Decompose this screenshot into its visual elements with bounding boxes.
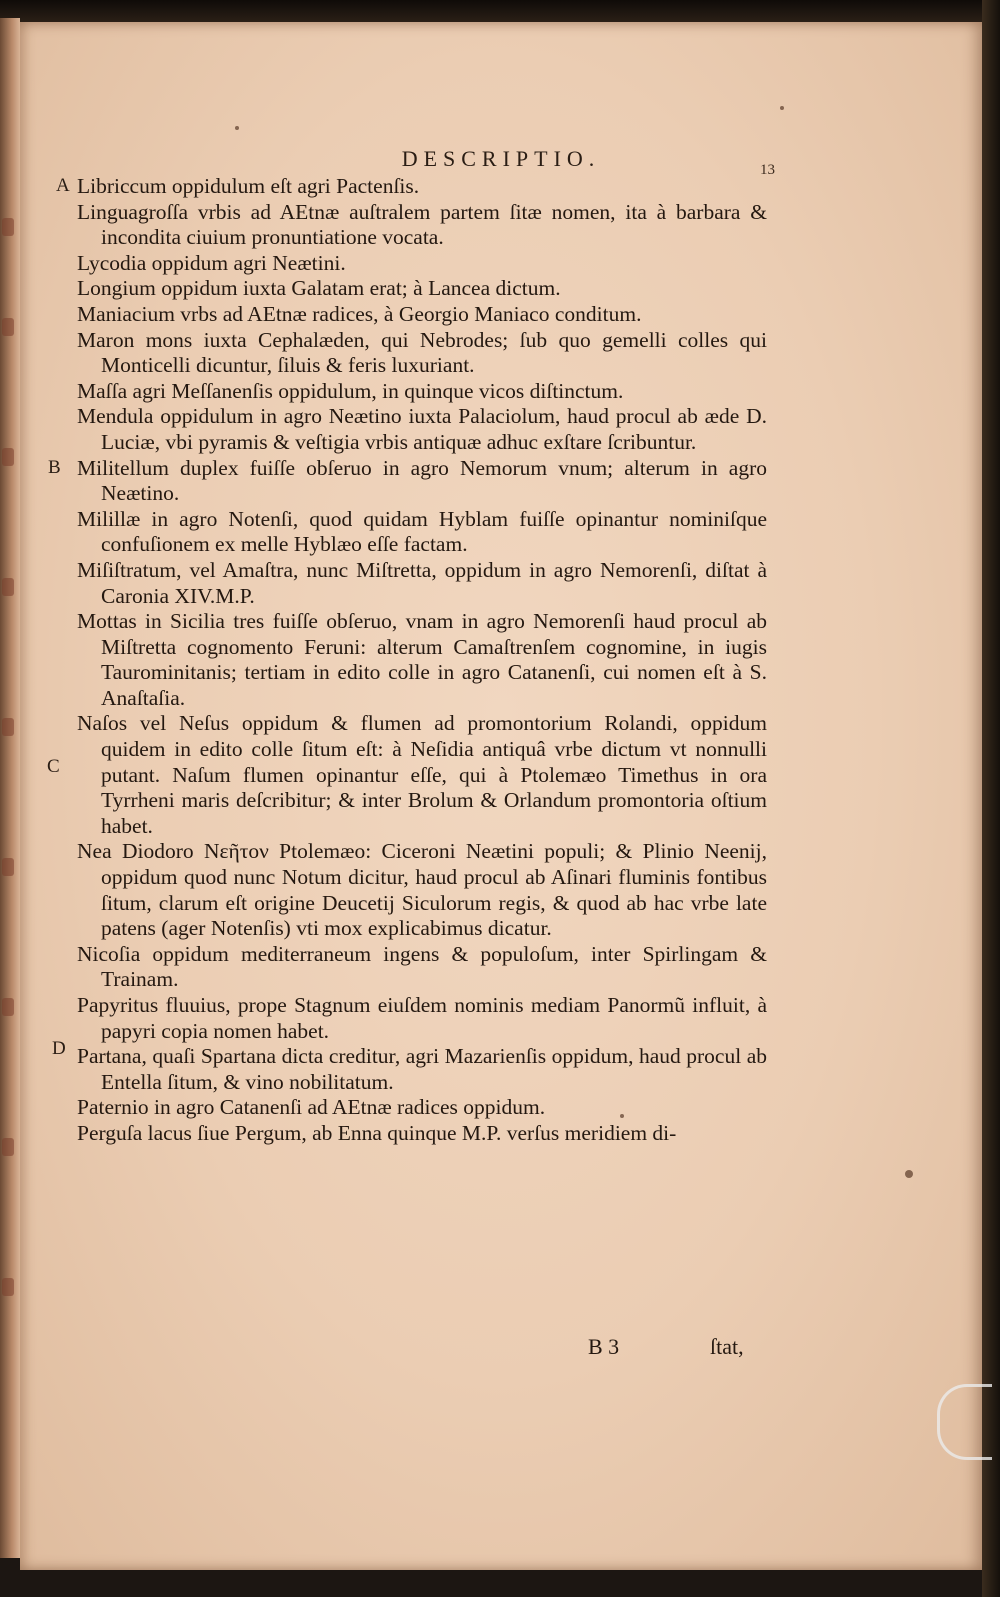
- entry: Nicoſia oppidum mediterraneum ingens & populoſum, inter Spirlingam & Trainam.: [77, 941, 767, 992]
- entry: Naſos vel Neſus oppidum & flumen ad promontorium Rolandi, oppidum quidem in edito colle ſitum eſt: à Neſidia antiquâ vrbe dictum vt nonnulli putant. Naſum flumen opinantur eſſe, qui à Ptolemæo Timethus in ora Tyrrheni maris deſcribitur; & inter Brolum & Orlandum promontoria oſtium habet.: [77, 711, 767, 838]
- margin-letter-d: D: [52, 1038, 66, 1059]
- running-head: DESCRIPTIO.: [401, 146, 601, 171]
- entry: Milillæ in agro Notenſi, quod quidam Hyblam fuiſſe opinantur nominiſque confuſionem ex melle Hyblæo eſſe factam.: [77, 506, 767, 557]
- margin-letter-b: B: [48, 457, 61, 478]
- margin-letter-c: C: [47, 756, 60, 777]
- entry: Longium oppidum iuxta Galatam erat; à Lancea dictum.: [77, 276, 561, 301]
- folio-number: 13: [760, 162, 775, 178]
- catchword: ſtat,: [710, 1334, 744, 1359]
- page-clip: [937, 1384, 992, 1460]
- adjacent-page-mark: [2, 448, 14, 466]
- adjacent-page-mark: [2, 318, 14, 336]
- entry: Mendula oppidulum in agro Neætino iuxta Palaciolum, haud procul ab æde D. Luciæ, vbi pyramis & veſtigia vrbis antiquæ adhuc exſtare ſcribuntur.: [77, 404, 767, 454]
- adjacent-page-mark: [2, 578, 14, 596]
- entry: Perguſa lacus ſiue Pergum, ab Enna quinque M.P. verſus meridiem di-: [77, 1120, 677, 1145]
- entry: Miſiſtratum, vel Amaſtra, nunc Miſtretta, oppidum in agro Nemorenſi, diſtat à Caronia XIV.M.P.: [77, 557, 767, 608]
- paper-speck: [235, 126, 239, 130]
- entry: Nea Diodoro Νεῆτον Ptolemæo: Ciceroni Neætini populi; & Plinio Neenij, oppidum quod nunc Notum dicitur, haud procul ab Aſinari fluminis fontibus ſitum, clarum eſt origine Deucetij Siculorum regis, & quod ab hac vrbe late patens (ager Notenſis) vti mox explicabimus dicatur.: [77, 839, 767, 941]
- book-page: [20, 22, 982, 1570]
- adjacent-page-mark: [2, 998, 14, 1016]
- paper-speck: [620, 1114, 624, 1118]
- entry: Militellum duplex fuiſſe obſeruo in agro Nemorum vnum; alterum in agro Neætino.: [77, 455, 767, 506]
- margin-letter-a: A: [56, 175, 70, 196]
- entry-list: [77, 174, 767, 1147]
- entry: Partana, quaſi Spartana dicta creditur, agri Mazarienſis oppidum, haud procul ab Entella ſitum, & vino nobilitatum.: [77, 1044, 767, 1094]
- paper-speck: [780, 106, 784, 110]
- signature-mark: B 3: [588, 1334, 620, 1359]
- entry: Maniacium vrbs ad AEtnæ radices, à Georgio Maniaco conditum.: [77, 301, 642, 326]
- top-shadow: [0, 0, 1000, 22]
- binding-edge: [982, 0, 1000, 1597]
- entry: Papyritus fluuius, prope Stagnum eiuſdem nominis mediam Panormũ influit, à papyri copia nomen habet.: [77, 993, 767, 1043]
- entry: Lycodia oppidum agri Neætini.: [77, 250, 346, 275]
- entry: Mottas in Sicilia tres fuiſſe obſeruo, vnam in agro Nemorenſi haud procul ab Miſtretta cognomento Feruni: alterum Camaſtrenſem cognomine, in iugis Taurominitanis; tertiam in edito colle in agro Catanenſi, cui nomen eſt à S. Anaſtaſia.: [77, 609, 767, 710]
- paper-speck: [905, 1170, 913, 1178]
- adjacent-page-mark: [2, 1138, 14, 1156]
- entry: Libriccum oppidulum eſt agri Pactenſis.: [77, 174, 420, 198]
- entry: Linguagroſſa vrbis ad AEtnæ auſtralem partem ſitæ nomen, ita à barbara & incondita ciuium pronuntiatione vocata.: [77, 199, 767, 250]
- entry: Maron mons iuxta Cephalæden, qui Nebrodes; ſub quo gemelli colles qui Monticelli dicuntur, ſiluis & feris luxuriant.: [77, 327, 767, 378]
- adjacent-page-mark: [2, 718, 14, 736]
- adjacent-page-mark: [2, 858, 14, 876]
- adjacent-page-mark: [2, 218, 14, 236]
- entry: Maſſa agri Meſſanenſis oppidulum, in quinque vicos diſtinctum.: [77, 378, 624, 403]
- adjacent-page-mark: [2, 1278, 14, 1296]
- entry: Paternio in agro Catanenſi ad AEtnæ radices oppidum.: [77, 1095, 546, 1120]
- adjacent-page-edge: [0, 18, 20, 1558]
